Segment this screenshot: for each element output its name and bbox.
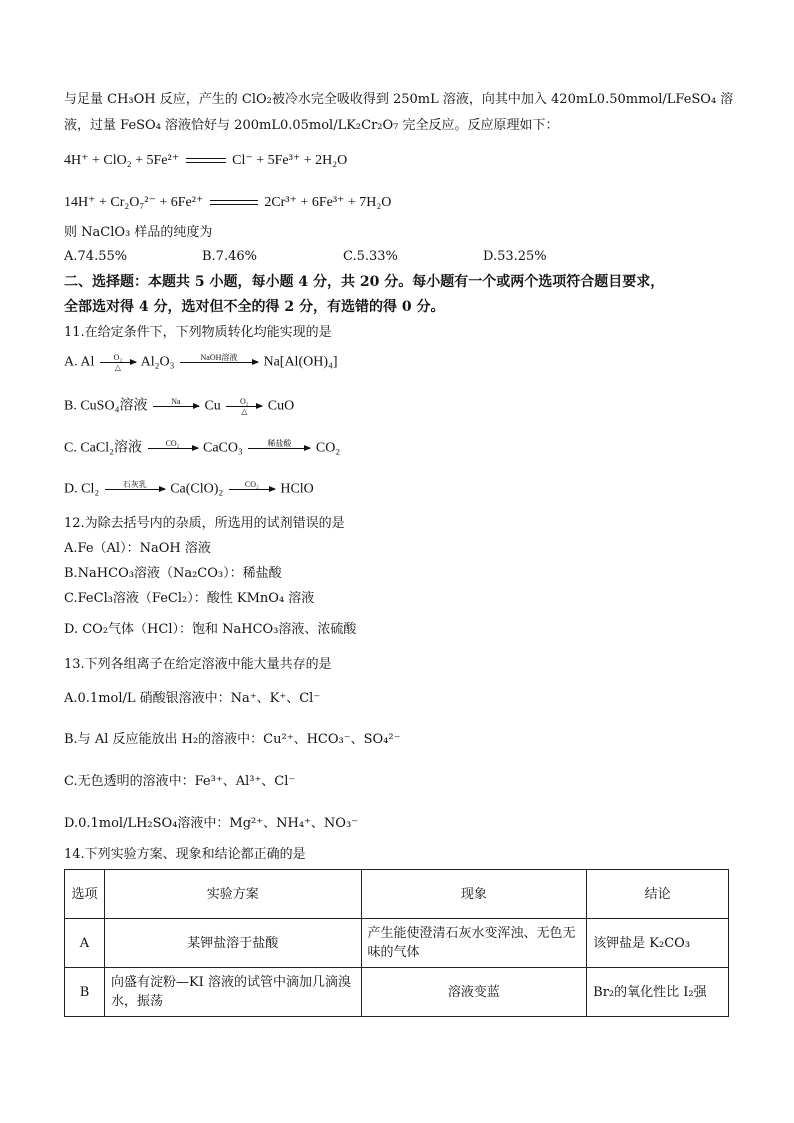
question-10-stem: 则 NaClO₃ 样品的纯度为 <box>64 225 213 240</box>
row-conclusion: Br₂的氧化性比 I₂强 <box>587 968 729 1017</box>
q11-c-mid: CaCO₃ <box>203 440 243 456</box>
equation-2-products: 2Cr³⁺ + 6Fe³⁺ + 7H₂O <box>264 195 392 210</box>
question-14-stem: 14.下列实验方案、现象和结论都正确的是 <box>64 847 306 862</box>
q11-c-end: CO₂ <box>315 440 341 456</box>
reaction-arrow-icon <box>180 353 258 372</box>
q10-option-a: A.74.55% <box>64 249 128 264</box>
q11-option-d <box>64 480 314 499</box>
reaction-arrow-icon <box>100 353 136 372</box>
arrow-condition-bottom: △ <box>241 407 248 416</box>
equation-2-reactants: 14H⁺ + Cr₂O₇²⁻ + 6Fe²⁺ <box>64 195 204 210</box>
q11-d-mid: Ca(ClO)₂ <box>170 481 224 497</box>
q13-option-d: D.0.1mol/LH₂SO₄溶液中：Mg²⁺、NH₄⁺、NO₃⁻ <box>64 816 359 831</box>
q13-option-b: B.与 Al 反应能放出 H₂的溶液中：Cu²⁺、HCO₃⁻、SO₄²⁻ <box>64 732 401 747</box>
row-plan: 某钾盐溶于盐酸 <box>104 919 361 968</box>
table-row <box>65 968 729 1017</box>
question-12-stem: 12.为除去括号内的杂质，所选用的试剂错误的是 <box>64 516 345 531</box>
q12-option-b: B.NaHCO₃溶液（Na₂CO₃）：稀盐酸 <box>64 566 282 581</box>
reaction-arrow-icon <box>229 480 275 499</box>
arrow-condition-top: CO₂ <box>165 439 180 448</box>
q11-c-start: C. CaCl₂溶液 <box>64 440 142 456</box>
q11-option-a <box>64 353 338 372</box>
question-11-stem: 11.在给定条件下，下列物质转化均能实现的是 <box>64 325 332 340</box>
q12-option-c: C.FeCl₃溶液（FeCl₂）：酸性 KMnO₄ 溶液 <box>64 591 315 606</box>
q11-b-end: CuO <box>267 398 295 414</box>
header-conclusion: 结论 <box>587 870 729 919</box>
equals-sign-icon <box>186 158 226 164</box>
q12-option-a: A.Fe（Al）：NaOH 溶液 <box>64 541 211 556</box>
table-row <box>65 919 729 968</box>
q11-b-mid: Cu <box>204 398 221 414</box>
reaction-arrow-icon <box>148 439 198 458</box>
arrow-condition-top: O₂ <box>113 353 123 362</box>
q13-option-c: C.无色透明的溶液中：Fe³⁺、Al³⁺、Cl⁻ <box>64 774 296 789</box>
experiment-table <box>64 869 729 1017</box>
q10-option-d: D.53.25% <box>483 249 547 264</box>
arrow-condition-top: 稀盐酸 <box>267 439 292 448</box>
q11-d-end: HClO <box>280 481 314 497</box>
section-2-heading-line-1: 二、选择题：本题共 5 小题，每小题 4 分，共 20 分。每小题有一个或两个选项符合题目要求， <box>64 274 665 290</box>
q12-option-d: D. CO₂气体（HCl）：饱和 NaHCO₃溶液、浓硫酸 <box>64 622 357 637</box>
q10-option-b: B.7.46% <box>202 249 257 264</box>
q11-option-b <box>64 397 294 416</box>
header-phenomenon: 现象 <box>361 870 587 919</box>
equation-1-products: Cl⁻ + 5Fe³⁺ + 2H₂O <box>232 153 348 168</box>
row-plan: 向盛有淀粉—KI 溶液的试管中滴加几滴溴水，振荡 <box>104 968 361 1017</box>
q13-option-a: A.0.1mol/L 硝酸银溶液中：Na⁺、K⁺、Cl⁻ <box>64 691 321 706</box>
arrow-condition-top: NaOH溶液 <box>200 353 238 362</box>
section-2-heading-line-2: 全部选对得 4 分，选对但不全的得 2 分，有选错的得 0 分。 <box>64 299 445 315</box>
header-plan: 实验方案 <box>104 870 361 919</box>
equation-2 <box>64 194 391 212</box>
arrow-condition-top: 石灰乳 <box>122 480 147 489</box>
row-phenomenon: 溶液变蓝 <box>361 968 587 1017</box>
intro-line-1: 与足量 CH₃OH 反应，产生的 ClO₂被冷水完全吸收得到 250mL 溶液，向其中加入 420mL0.50mmol/LFeSO₄ 溶 <box>64 92 734 107</box>
intro-line-2: 液，过量 FeSO₄ 溶液恰好与 200mL0.05mol/LK₂Cr₂O₇ 完全反应。反应原理如下： <box>64 118 559 133</box>
q11-b-start: B. CuSO₄溶液 <box>64 398 148 414</box>
q11-d-start: D. Cl₂ <box>64 481 100 497</box>
reaction-arrow-icon <box>248 439 310 458</box>
equals-sign-icon <box>210 200 258 206</box>
row-phenomenon: 产生能使澄清石灰水变浑浊、无色无味的气体 <box>361 919 587 968</box>
q10-option-c: C.5.33% <box>343 249 398 264</box>
row-conclusion: 该钾盐是 K₂CO₃ <box>587 919 729 968</box>
q11-a-mid: Al₂O₃ <box>140 354 175 370</box>
row-option: A <box>65 919 105 968</box>
arrow-condition-bottom: △ <box>114 363 121 372</box>
reaction-arrow-icon <box>105 480 165 499</box>
arrow-condition-top: CO₂ <box>244 480 259 489</box>
q11-a-start: A. Al <box>64 354 95 370</box>
q11-a-end: Na[Al(OH)₄] <box>263 354 338 370</box>
arrow-condition-top: O₂ <box>240 397 249 406</box>
header-option: 选项 <box>65 870 105 919</box>
q11-option-c <box>64 439 340 458</box>
table-header-row <box>65 870 729 919</box>
question-13-stem: 13.下列各组离子在给定溶液中能大量共存的是 <box>64 657 332 672</box>
reaction-arrow-icon <box>153 397 199 416</box>
arrow-condition-top: Na <box>171 397 181 406</box>
equation-1-reactants: 4H⁺ + ClO₂ + 5Fe²⁺ <box>64 153 180 168</box>
reaction-arrow-icon <box>226 397 262 416</box>
row-option: B <box>65 968 105 1017</box>
equation-1 <box>64 152 347 170</box>
